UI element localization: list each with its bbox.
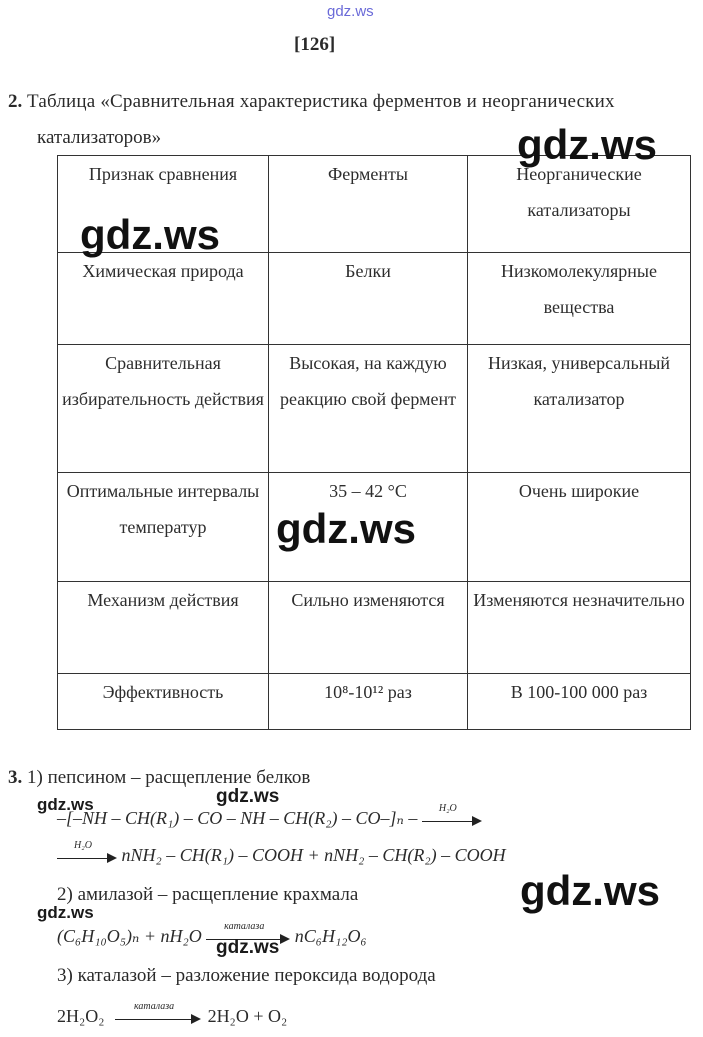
watermark: gdz.ws	[37, 903, 94, 922]
equation-2	[57, 920, 367, 947]
header-cell: Признак сравнения	[58, 156, 269, 253]
watermark: gdz.ws	[520, 867, 661, 914]
table-cell: 10⁸-10¹² раз	[269, 674, 468, 730]
header-cell: Ферменты	[269, 156, 468, 253]
table-row	[58, 674, 691, 730]
arrow-label: H₂O	[438, 802, 457, 814]
equation-3-products: 2H₂O + O₂	[207, 1006, 288, 1026]
page-number: [126]	[294, 34, 336, 55]
table-cell: Оптимальные интервалы температур	[58, 473, 269, 582]
watermark: gdz.ws	[216, 786, 280, 807]
watermark: gdz.ws	[80, 211, 221, 258]
watermark: gdz.ws	[517, 121, 658, 168]
equation-3	[57, 1000, 288, 1027]
task3-item3: 3) каталазой – разложение пероксида водорода	[57, 965, 436, 986]
task2-number: 2.	[8, 91, 23, 112]
table-cell: Изменяются незначительно	[468, 582, 691, 674]
equation-1-products: nNH₂ – CH(R₁) – COOH + nNH₂ – CH(R₂) – COOH	[121, 845, 506, 865]
task2-title-line2: катализаторов»	[37, 127, 162, 148]
table-cell: Сильно изменяются	[269, 582, 468, 674]
equation-2-reactants: (C₆H₁₀O₅)ₙ + nH₂O	[57, 926, 202, 946]
task3-item1: 1) пепсином – расщепление белков	[27, 767, 311, 788]
table-cell: Белки	[269, 253, 468, 345]
table-cell: Низкомолекулярные вещества	[468, 253, 691, 345]
watermark: gdz.ws	[216, 937, 280, 958]
table-cell: Очень широкие	[468, 473, 691, 582]
table-cell: Эффективность	[58, 674, 269, 730]
equation-1-reactant: –[–NH – CH(R₁) – CO – NH – CH(R₂) – CO–]ₙ –	[57, 808, 418, 828]
table-cell: Химическая природа	[58, 253, 269, 345]
arrow-label: каталаза	[224, 920, 265, 932]
watermark-top: gdz.ws	[327, 3, 374, 20]
task2-title-line1: Таблица «Сравнительная характеристика ферментов и неорганических	[27, 91, 615, 112]
arrow-label: H₂O	[74, 839, 92, 851]
equation-3-reactants: 2H₂O₂	[57, 1006, 105, 1026]
table-cell: Низкая, универсальный катализатор	[468, 345, 691, 473]
header-cell: Неорганические катализаторы	[468, 156, 691, 253]
task3-item2: 2) амилазой – расщепление крахмала	[57, 884, 359, 905]
watermark: gdz.ws	[37, 795, 94, 814]
table-row	[58, 345, 691, 473]
reaction-arrow	[115, 1000, 201, 1025]
reaction-arrow	[422, 802, 482, 827]
table-cell: Высокая, на каждую реакцию свой фермент	[269, 345, 468, 473]
table-row	[58, 582, 691, 674]
equation-1-line1	[57, 802, 482, 829]
watermark: gdz.ws	[276, 505, 417, 552]
reaction-arrow	[57, 839, 117, 864]
task2-heading	[8, 84, 698, 120]
table-cell: Сравнительная избирательность действия	[58, 345, 269, 473]
task3-number: 3.	[8, 767, 23, 788]
equation-2-products: nC₆H₁₂O₆	[294, 926, 367, 946]
table-cell: 35 – 42 °С	[269, 473, 468, 582]
table-row	[58, 253, 691, 345]
equation-1-line2	[57, 839, 506, 866]
table-cell: Механизм действия	[58, 582, 269, 674]
table-cell: В 100-100 000 раз	[468, 674, 691, 730]
arrow-label: каталаза	[133, 1000, 175, 1012]
